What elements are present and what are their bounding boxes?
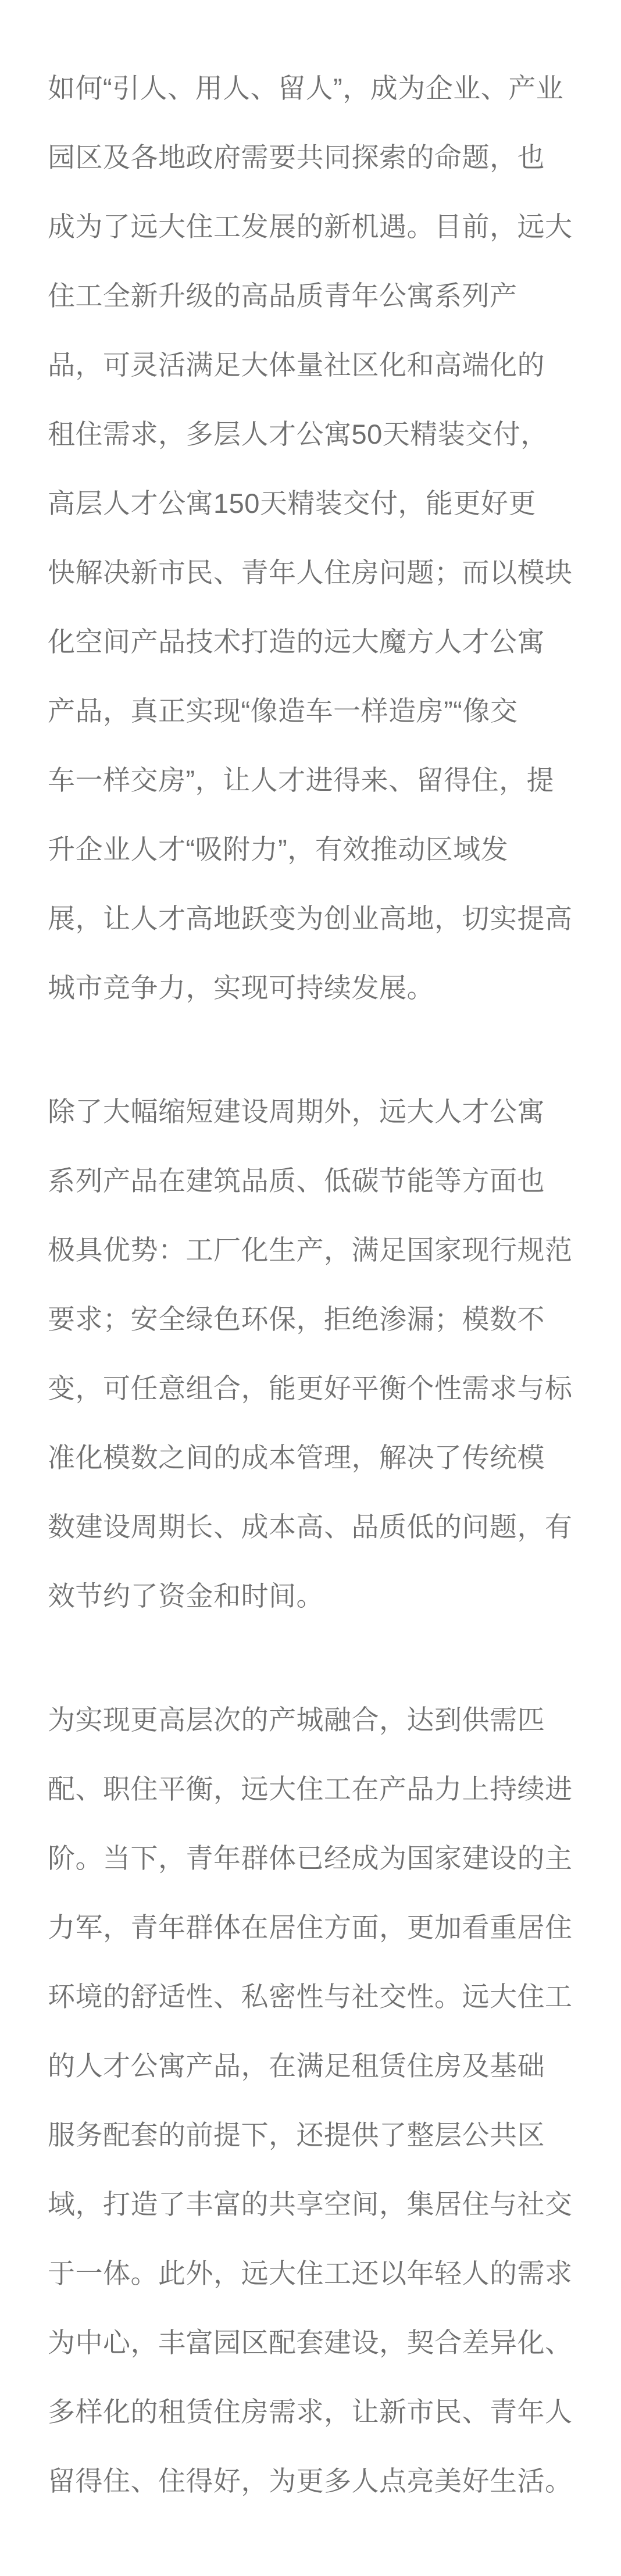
text-line: 环境的舒适性、私密性与社交性。远大住工 (48, 1981, 573, 2012)
text-line: 产品，真正实现“像造车一样造房”“像交 (48, 695, 518, 726)
paragraph-3 (48, 1685, 580, 2516)
text-line: 多样化的租赁住房需求，让新市民、青年人 (48, 2396, 573, 2427)
text-line: 数建设周期长、成本高、品质低的问题，有 (48, 1511, 573, 1542)
text-line: 系列产品在建筑品质、低碳节能等方面也 (48, 1165, 545, 1196)
text-line: 极具优势：工厂化生产，满足国家现行规范 (48, 1235, 573, 1265)
text-line: 成为了远大住工发展的新机遇。目前，远大 (48, 211, 573, 242)
paragraph-2 (48, 1077, 580, 1630)
text-line: 域，打造了丰富的共享空间，集居住与社交 (48, 2189, 573, 2220)
text-line: 的人才公寓产品，在满足租赁住房及基础 (48, 2050, 545, 2081)
paragraph-1 (48, 53, 580, 1022)
text-line: 高层人才公寓150天精装交付，能更好更 (48, 488, 536, 519)
text-line: 品，可灵活满足大体量社区化和高端化的 (48, 349, 545, 380)
text-line: 服务配套的前提下，还提供了整层公共区 (48, 2120, 545, 2150)
text-line: 除了大幅缩短建设周期外，远大人才公寓 (48, 1096, 545, 1127)
text-line: 城市竞争力，实现可持续发展。 (48, 972, 434, 1003)
text-line: 要求；安全绿色环保，拒绝渗漏；模数不 (48, 1304, 545, 1335)
text-line: 展，让人才高地跃变为创业高地，切实提高 (48, 903, 573, 934)
text-line: 车一样交房”，让人才进得来、留得住，提 (48, 765, 555, 795)
text-line: 于一体。此外，远大住工还以年轻人的需求 (48, 2258, 573, 2289)
text-line: 力军，青年群体在居住方面，更加看重居住 (48, 1912, 573, 1943)
text-line: 阶。当下，青年群体已经成为国家建设的主 (48, 1843, 573, 1874)
text-line: 住工全新升级的高品质青年公寓系列产 (48, 280, 518, 311)
text-line: 升企业人才“吸附力”，有效推动区域发 (48, 834, 509, 865)
text-line: 为实现更高层次的产城融合，达到供需匹 (48, 1704, 545, 1735)
text-line: 变，可任意组合，能更好平衡个性需求与标 (48, 1373, 573, 1404)
text-line: 租住需求，多层人才公寓50天精装交付， (48, 419, 548, 449)
text-line: 快解决新市民、青年人住房问题；而以模块 (48, 557, 573, 588)
text-line: 准化模数之间的成本管理，解决了传统模 (48, 1442, 545, 1473)
text-line: 效节约了资金和时间。 (48, 1580, 324, 1611)
text-line: 为中心，丰富园区配套建设，契合差异化、 (48, 2327, 573, 2358)
text-line: 园区及各地政府需要共同探索的命题，也 (48, 142, 545, 173)
text-line: 化空间产品技术打造的远大魔方人才公寓 (48, 626, 545, 657)
text-line: 留得住、住得好，为更多人点亮美好生活。 (48, 2466, 573, 2496)
text-line: 如何“引人、用人、留人”，成为企业、产业 (48, 73, 564, 104)
text-line: 配、职住平衡，远大住工在产品力上持续进 (48, 1774, 573, 1804)
